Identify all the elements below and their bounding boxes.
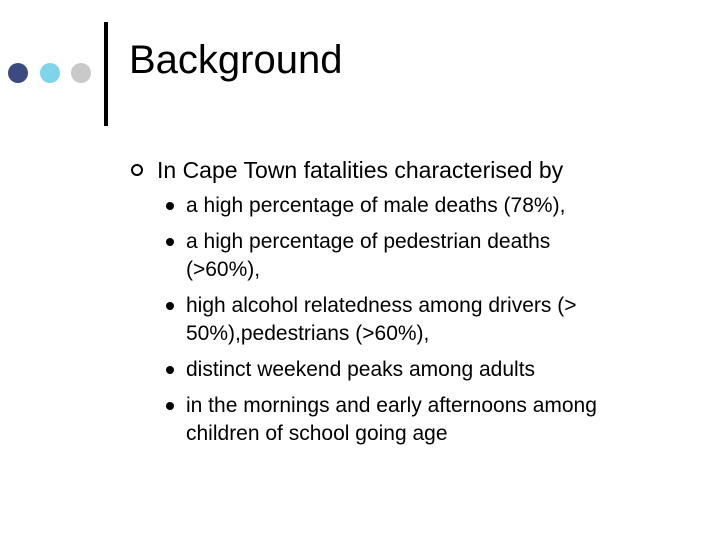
sub-point-item	[186, 392, 690, 448]
sub-point-line: 50%),pedestrians (>60%),	[186, 322, 430, 345]
slide-title: Background	[129, 38, 343, 82]
sub-point-line: high alcohol relatedness among drivers (>	[186, 294, 577, 317]
sub-point-line: a high percentage of male deaths (78%),	[186, 194, 566, 217]
slide-content	[130, 155, 690, 456]
dot-bullet-icon	[166, 202, 174, 210]
sub-point-line: in the mornings and early afternoons among	[186, 394, 597, 417]
dot-bullet-icon	[166, 302, 174, 310]
sub-point-list	[130, 192, 690, 448]
sub-point-item	[186, 228, 690, 284]
dot-icon-gray	[71, 63, 91, 83]
sub-point-line: a high percentage of pedestrian deaths	[186, 230, 551, 253]
dot-bullet-icon	[166, 402, 174, 410]
dot-icon-cyan	[40, 63, 60, 83]
sub-point-item	[186, 356, 690, 384]
sub-point-line: children of school going age	[186, 422, 448, 445]
title-divider	[104, 22, 108, 126]
decorative-dots	[8, 63, 98, 85]
dot-bullet-icon	[166, 366, 174, 374]
ring-bullet-icon	[131, 164, 143, 176]
main-point	[130, 155, 690, 185]
sub-point-line: distinct weekend peaks among adults	[186, 358, 536, 381]
sub-point-line: (>60%),	[186, 258, 261, 281]
sub-point-item	[186, 292, 690, 348]
main-point-text: In Cape Town fatalities characterised by	[157, 157, 564, 183]
dot-bullet-icon	[166, 238, 174, 246]
sub-point-item	[186, 192, 690, 220]
dot-icon-navy	[8, 63, 28, 83]
